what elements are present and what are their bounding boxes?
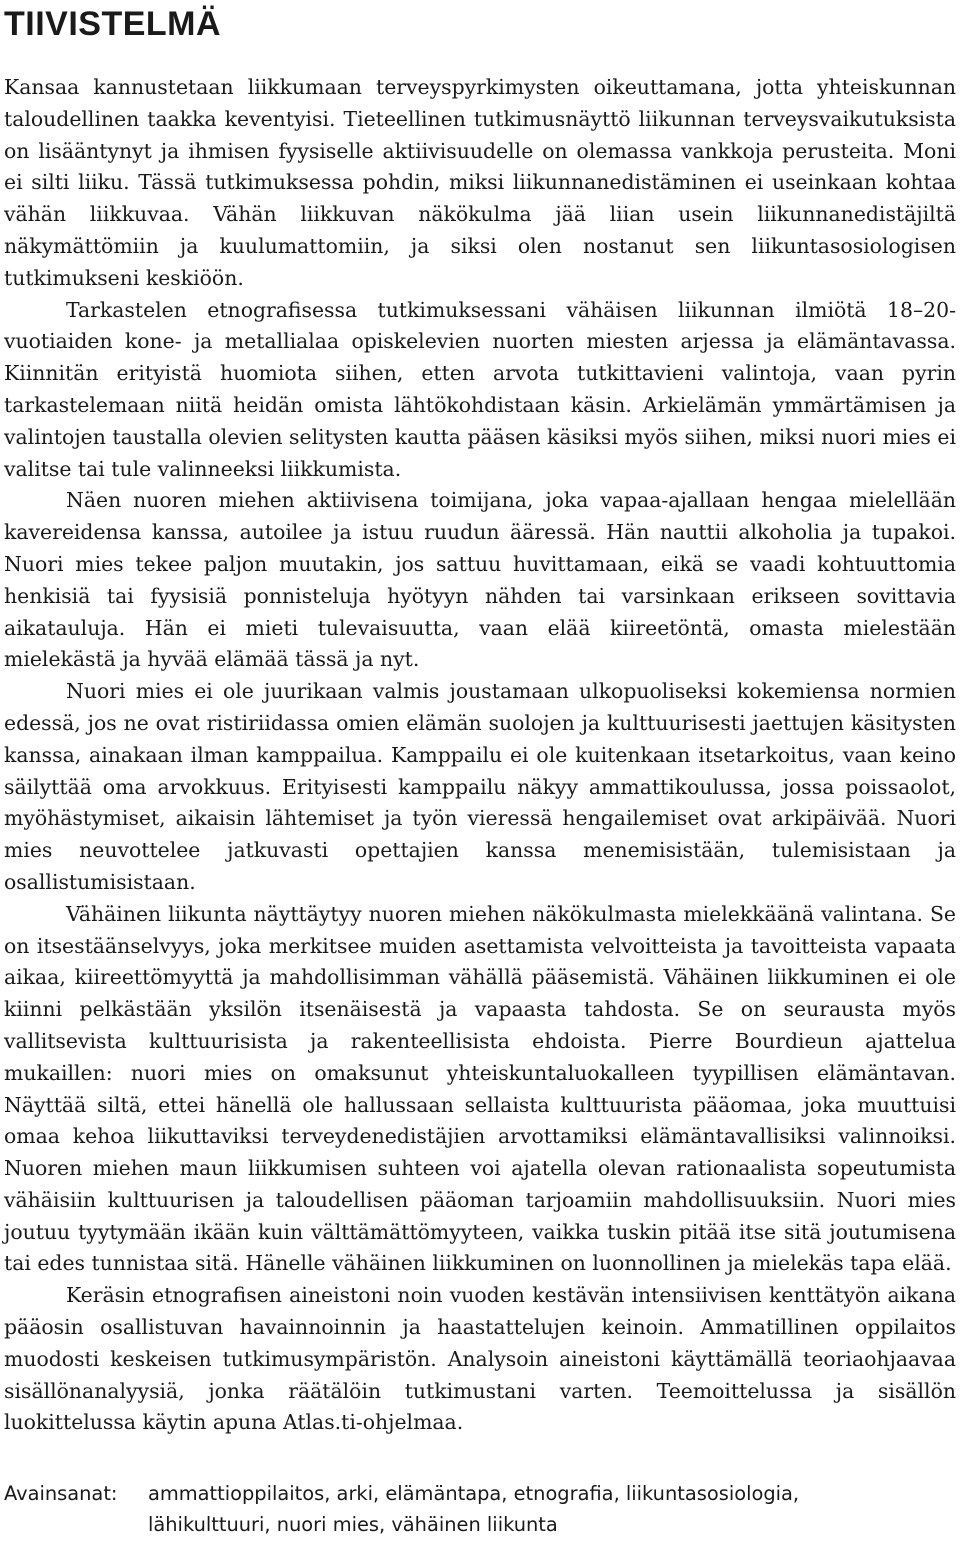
paragraph-2: Tarkastelen etnografisessa tutkimuksessani vähäisen liikunnan ilmiötä 18–20-vuotiaiden kone- ja metallialaa opiskelevien nuorten miesten arjessa ja elämäntavassa. Kiinnitän erityistä huomiota siihen, etten arvota tutkittavieni valintoja, vaan pyrin tarkastelemaan niitä heidän omista lähtökohdistaan käsin. Arkielämän ymmärtämisen ja valintojen taustalla olevien selitysten kautta pääsen käsiksi myös siihen, miksi nuori mies ei valitse tai tule valinneeksi liikkumista. [4,297,956,481]
paragraph-6: Keräsin etnografisen aineistoni noin vuoden kestävän intensiivisen kenttätyön aikana pääosin osallistuvan havainnoinnin ja haastattelujen keinoin. Ammatillinen oppilaitos muodosti keskeisen tutkimusympäristön. Analysoin aineistoni käyttämällä teoriaohjaavaa sisällönanalyysiä, jonka räätälöin tutkimustani varten. Teemoittelussa ja sisällön luokittelussa käytin apuna Atlas.ti-ohjelmaa. [4,1283,956,1435]
abstract-body [4,72,956,1439]
keywords-section [4,1478,956,1540]
keywords-line-2: lähikulttuuri, nuori mies, vähäinen liikunta [148,1513,558,1536]
page-title: TIIVISTELMÄ [4,5,222,43]
keywords-label: Avainsanat: [4,1482,118,1505]
document-page [4,0,956,1536]
paragraph-3: Näen nuoren miehen aktiivisena toimijana, joka vapaa-ajallaan hengaa mielellään kavereidensa kanssa, autoilee ja istuu ruudun ääressä. Hän nauttii alkoholia ja tupakoi. Nuori mies tekee paljon muutakin, jos sattuu huvittamaan, eikä se vaadi kohtuuttomia henkisiä tai fyysisiä ponnisteluja hyötyyn nähden tai varsinkaan erikseen sovittavia aikatauluja. Hän ei mieti tulevaisuutta, vaan elää kiireetöntä, omasta mielestään mielekästä ja hyvää elämää tässä ja nyt. [4,488,956,672]
keywords-list [148,1478,956,1540]
keywords-line-1: ammattioppilaitos, arki, elämäntapa, etnografia, liikuntasosiologia, [148,1482,800,1505]
paragraph-5: Vähäinen liikunta näyttäytyy nuoren miehen näkökulmasta mielekkäänä valintana. Se on itsestäänselvyys, joka merkitsee muiden asettamista velvoitteista ja tavoitteista vapaata aikaa, kiireettömyyttä ja mahdollisimman vähällä pääsemistä. Vähäinen liikkuminen ei ole kiinni pelkästään yksilön itsenäisestä ja vapaasta tahdosta. Se on seurausta myös vallitsevista kulttuurisista ja rakenteellisista ehdoista. Pierre Bourdieun ajattelua mukaillen: nuori mies on omaksunut yhteiskuntaluokalleen tyypillisen elämäntavan. Näyttää siltä, ettei hänellä ole hallussaan sellaista kulttuurista pääomaa, joka muuttuisi omaa kehoa liikuttaviksi terveydenedistäjien arvottamiksi elämäntavallisiksi valinnoiksi. Nuoren miehen maun liikkumisen suhteen voi ajatella olevan rationaalista sopeutumista vähäisiin kulttuurisen ja taloudellisen pääoman tarjoamiin mahdollisuuksiin. Nuori mies joutuu tyytymään ikään kuin välttämättömyyteen, vaikka tuskin pitää itse sitä joutumisena tai edes tunnistaa sitä. Hänelle vähäinen liikkuminen on luonnollinen ja mielekäs tapa elää. [4,901,956,1276]
paragraph-4: Nuori mies ei ole juurikaan valmis joustamaan ulkopuoliseksi kokemiensa normien edessä, jos ne ovat ristiriidassa omien elämän suolojen ja kulttuurisesti jaettujen käsitysten kanssa, ainakaan ilman kamppailua. Kamppailu ei ole kuitenkaan itsetarkoitus, vaan keino säilyttää oma arvokkuus. Erityisesti kamppailu näkyy ammattikoulussa, jossa poissaolot, myöhästymiset, aikaisin lähtemiset ja työn vieressä hengailemiset ovat arkipäivää. Nuori mies neuvottelee jatkuvasti opettajien kanssa menemisistään, tulemisistaan ja osallistumisistaan. [4,679,956,894]
paragraph-1: Kansaa kannustetaan liikkumaan terveyspyrkimysten oikeuttamana, jotta yhteiskunnan taloudellinen taakka keventyisi. Tieteellinen tutkimusnäyttö liikunnan terveysvaikutuksista on lisääntynyt ja ihmisen fyysiselle aktiivisuudelle on olemassa vankkoja perusteita. Moni ei silti liiku. Tässä tutkimuksessa pohdin, miksi liikunnanedistäminen ei useinkaan kohtaa vähän liikkuvaa. Vähän liikkuvan näkökulma jää liian usein liikunnanedistäjiltä näkymättömiin ja kuulumattomiin, ja siksi olen nostanut sen liikuntasosiologisen tutkimukseni keskiöön. [4,75,956,290]
